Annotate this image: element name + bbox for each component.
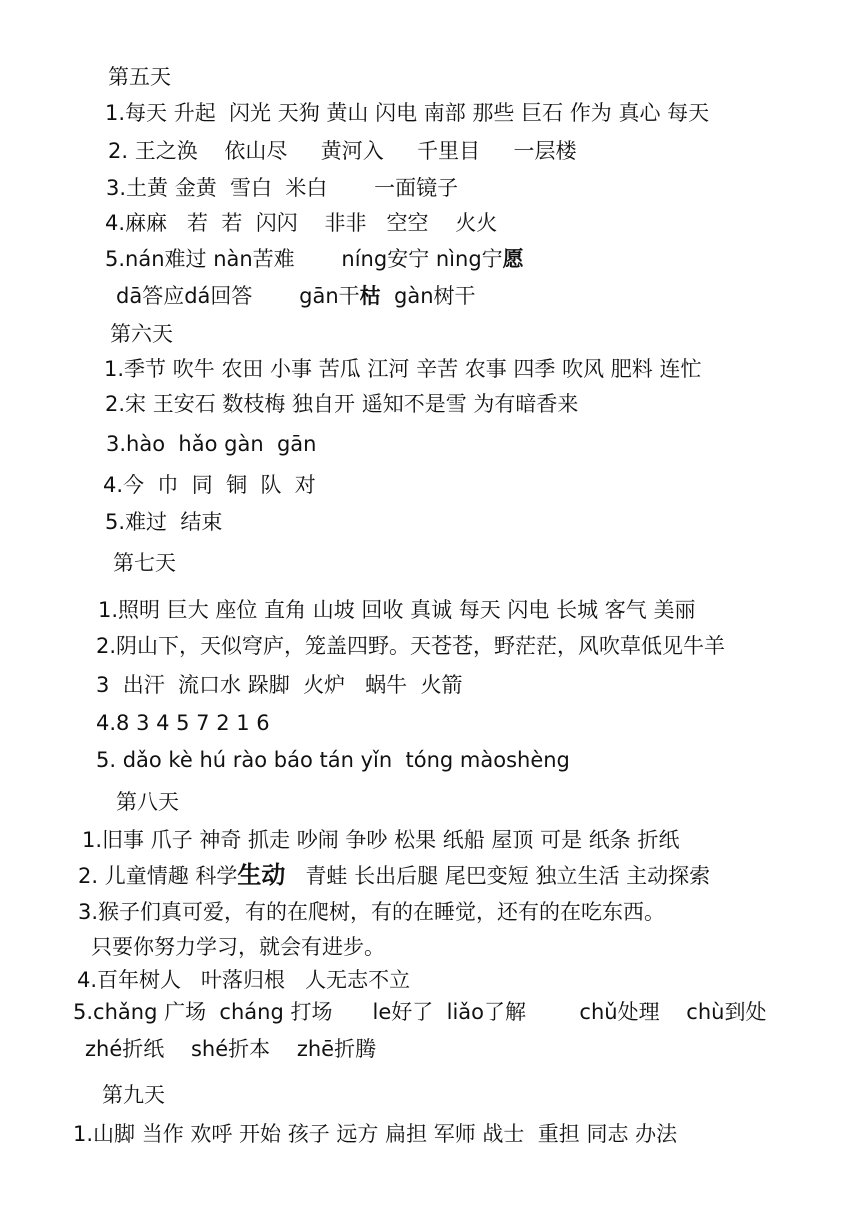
day8-answer-2-bold-word: 生动 [237, 860, 286, 889]
day7-title: 第七天 [113, 551, 176, 575]
day5-answer-1: 1.每天 升起 闪光 天狗 黄山 闪电 南部 那些 巨石 作为 真心 每天 [105, 101, 710, 125]
day7-answer-2: 2.阴山下，天似穹庐，笼盖四野。天苍苍，野茫茫，风吹草低见牛羊 [96, 634, 726, 658]
day6-answer-3: 3.hào hǎo gàn gān [106, 432, 317, 456]
day5-title: 第五天 [108, 65, 171, 89]
day8-answer-2-text-a: 2. 儿童情趣 科学 [78, 864, 238, 888]
day8-title: 第八天 [116, 790, 179, 814]
day8-answer-1: 1.旧事 爪子 神奇 抓走 吵闹 争吵 松果 纸船 屋顶 可是 纸条 折纸 [82, 828, 680, 852]
day7-answer-4: 4.8 3 4 5 7 2 1 6 [96, 711, 270, 735]
day5-answer-5-bold-char: 愿 [502, 246, 524, 271]
day7-answer-3: 3 出汗 流口水 跺脚 火炉 蜗牛 火箭 [96, 673, 463, 697]
day8-answer-2-text-b: 青蛙 长出后腿 尾巴变短 独立生活 主动探索 [285, 864, 711, 888]
day5-answer-4: 4.麻麻 若 若 闪闪 非非 空空 火火 [105, 211, 498, 235]
day6-answer-2: 2.宋 王安石 数枝梅 独自开 遥知不是雪 为有暗香来 [105, 392, 579, 416]
day5-answer-6-bold-char: 枯 [359, 283, 381, 308]
day6-answer-5: 5.难过 结束 [105, 510, 223, 534]
day5-answer-6 [116, 283, 476, 309]
day5-answer-6-text-a: dā答应dá回答 gān干 [116, 284, 360, 308]
day8-answer-3-continued: 只要你努力学习，就会有进步。 [91, 935, 385, 959]
day5-answer-5-text: 5.nán难过 nàn苦难 níng安宁 nìng宁 [105, 247, 503, 271]
day7-answer-5: 5. dǎo kè hú rào báo tán yǐn tóng màoshèng [96, 748, 570, 772]
day6-answer-4: 4.今 巾 同 铜 队 对 [103, 473, 316, 497]
day5-answer-5 [105, 246, 524, 272]
day8-answer-5: 5.chǎng 广场 cháng 打场 le好了 liǎo了解 chǔ处理 chù到处 [73, 1000, 767, 1024]
day9-title: 第九天 [102, 1083, 165, 1107]
day5-answer-3: 3.土黄 金黄 雪白 米白 一面镜子 [106, 176, 459, 200]
day8-answer-3: 3.猴子们真可爱，有的在爬树，有的在睡觉，还有的在吃东西。 [78, 900, 666, 924]
day9-answer-1: 1.山脚 当作 欢呼 开始 孩子 远方 扁担 军师 战士 重担 同志 办法 [73, 1122, 678, 1146]
day7-answer-1: 1.照明 巨大 座位 直角 山坡 回收 真诚 每天 闪电 长城 客气 美丽 [98, 598, 696, 622]
day5-answer-2: 2. 王之涣 依山尽 黄河入 千里目 一层楼 [108, 139, 577, 163]
day6-title: 第六天 [110, 322, 173, 346]
day8-answer-2 [78, 862, 710, 889]
day6-answer-1: 1.季节 吹牛 农田 小事 苦瓜 江河 辛苦 农事 四季 吹风 肥料 连忙 [104, 357, 702, 381]
day5-answer-6-text-b: gàn树干 [380, 284, 476, 308]
day8-answer-6: zhé折纸 shé折本 zhē折腾 [85, 1037, 377, 1061]
day8-answer-4: 4.百年树人 叶落归根 人无志不立 [77, 968, 411, 992]
